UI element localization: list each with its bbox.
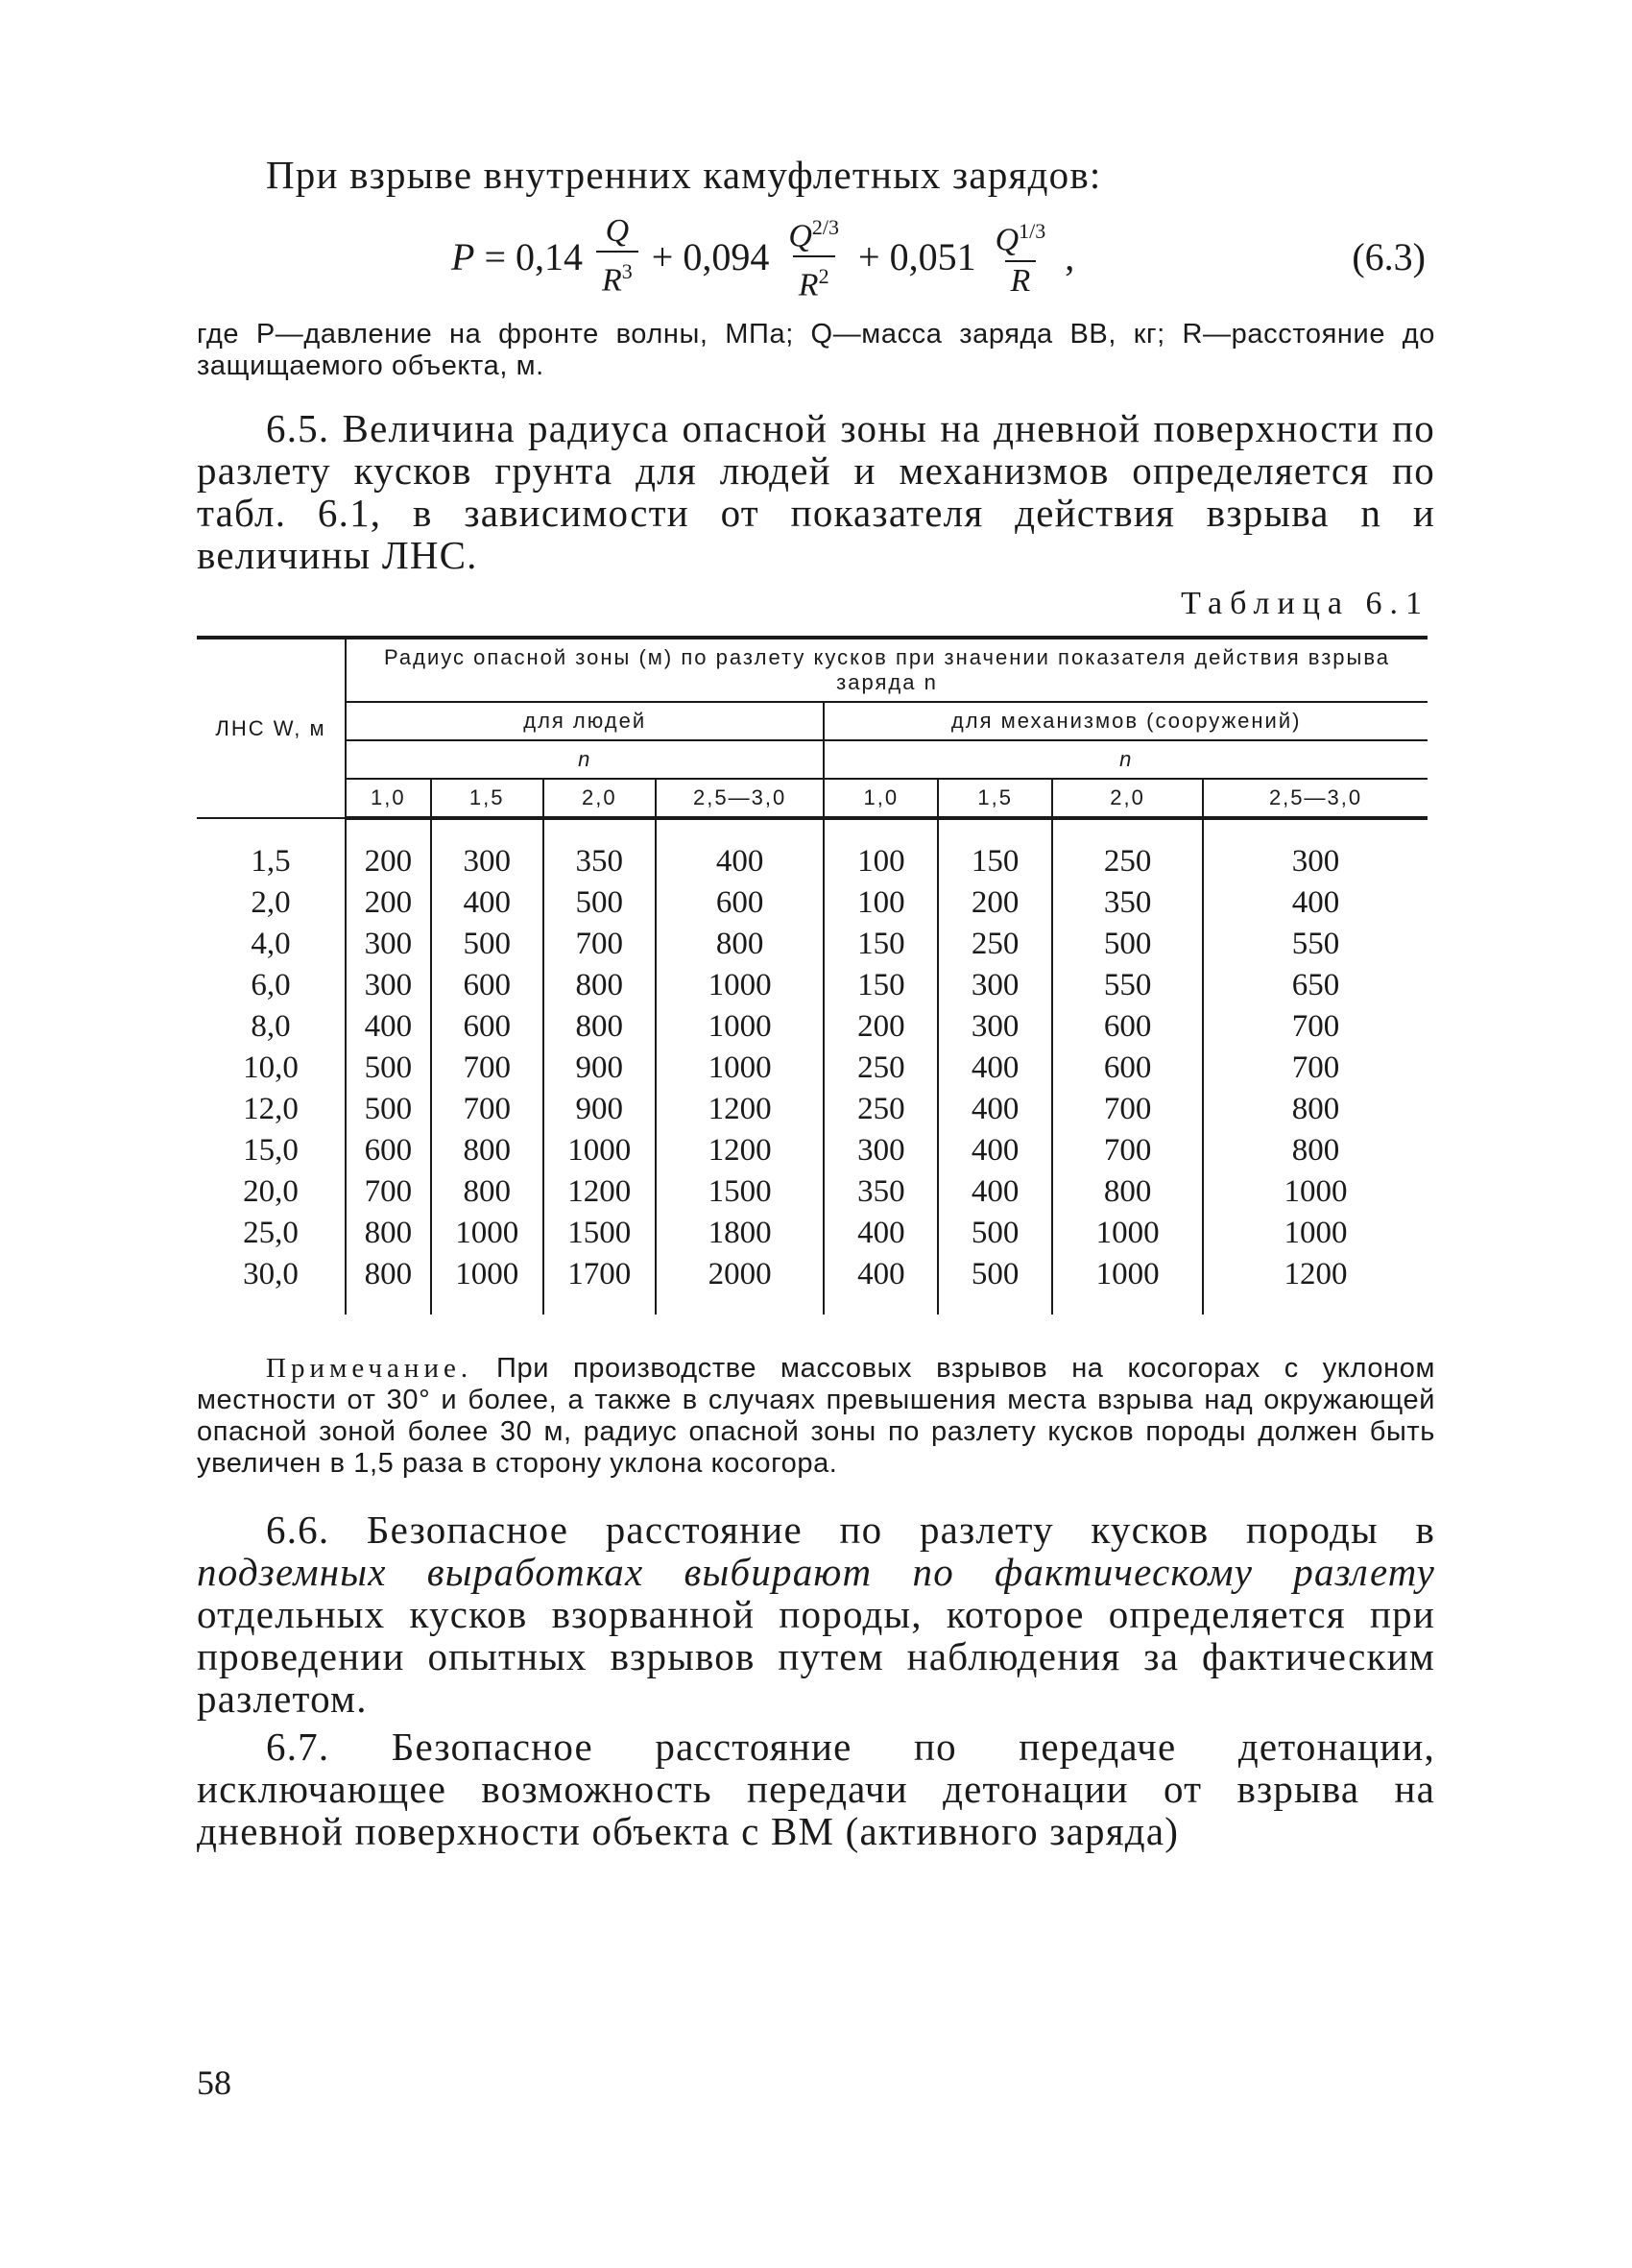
radius-cell: 600 (346, 1130, 431, 1171)
radius-cell: 1200 (543, 1171, 656, 1213)
radius-cell: 500 (1052, 924, 1203, 965)
table-row (197, 1213, 1428, 1254)
radius-cell: 250 (824, 1048, 938, 1089)
formula-lhs: P (451, 234, 475, 278)
radius-cell: 1500 (656, 1171, 825, 1213)
radius-cell: 1000 (656, 965, 825, 1006)
paragraph-6-5: 6.5. Величина радиуса опасной зоны на дневной поверхности по разлету кусков грунта для людей и механизмов определяется по табл. 6.1, в зависимости от показателя действия взрыва n и величины ЛНС. (197, 406, 1435, 577)
page-content (197, 154, 1435, 1852)
lns-cell: 30,0 (243, 1257, 299, 1291)
radius-cell: 200 (824, 1006, 938, 1048)
radius-cell: 400 (938, 1171, 1052, 1213)
lns-cell: 1,5 (251, 844, 291, 879)
radius-cell: 200 (346, 882, 431, 924)
radius-cell: 1000 (1052, 1254, 1203, 1295)
term2-numerator: $Q^{2/3}$ (788, 214, 840, 253)
radius-cell: 300 (346, 924, 431, 965)
radius-cell: 700 (431, 1089, 543, 1130)
radius-cell: 650 (1203, 965, 1428, 1006)
lns-cell: 20,0 (243, 1174, 299, 1209)
table-row (197, 882, 1428, 924)
lns-cell: 12,0 (243, 1092, 299, 1126)
table-6-1 (197, 636, 1428, 1315)
formula-eq: = (484, 234, 506, 278)
radius-cell: 600 (431, 965, 543, 1006)
radius-cell: 400 (938, 1130, 1052, 1171)
radius-cell: 400 (824, 1213, 938, 1254)
radius-cell: 400 (1203, 882, 1428, 924)
radius-cell: 300 (1203, 841, 1428, 882)
n-machines-header: n (824, 740, 1428, 779)
radius-cell: 300 (938, 965, 1052, 1006)
radius-cell: 250 (824, 1089, 938, 1130)
radius-cell: 200 (938, 882, 1052, 924)
table-row (197, 841, 1428, 882)
radius-cell: 400 (346, 1006, 431, 1048)
radius-cell: 700 (346, 1171, 431, 1213)
formula-c3: 0,051 (889, 234, 976, 278)
radius-cell: 1200 (656, 1089, 825, 1130)
radius-cell: 1800 (656, 1213, 825, 1254)
lns-cell: 2,0 (251, 885, 291, 920)
formula-plus2: + (858, 234, 880, 278)
radius-cell: 350 (824, 1171, 938, 1213)
radius-cell: 800 (346, 1213, 431, 1254)
table-row (197, 1130, 1428, 1171)
radius-cell: 250 (1052, 841, 1203, 882)
radius-cell: 800 (656, 924, 825, 965)
table-row (197, 1089, 1428, 1130)
radius-cell: 1000 (656, 1048, 825, 1089)
term1-numerator: Q (605, 213, 630, 250)
formula-term1 (596, 212, 638, 300)
radius-cell: 1200 (1203, 1254, 1428, 1295)
radius-cell: 600 (656, 882, 825, 924)
note-label: Примечание. (266, 1353, 473, 1384)
table-caption: Таблица 6.1 (1181, 586, 1429, 621)
radius-cell: 200 (346, 841, 431, 882)
radius-cell: 550 (1203, 924, 1428, 965)
radius-cell: 550 (1052, 965, 1203, 1006)
lns-cell: 15,0 (243, 1133, 299, 1168)
radius-cell: 400 (824, 1254, 938, 1295)
formula-tail: , (1065, 234, 1075, 278)
radius-cell: 500 (938, 1213, 1052, 1254)
n-value-header: 1,0 (346, 779, 431, 818)
radius-cell: 1700 (543, 1254, 656, 1295)
radius-cell: 300 (346, 965, 431, 1006)
radius-cell: 600 (431, 1006, 543, 1048)
radius-cell: 900 (543, 1048, 656, 1089)
radius-cell: 900 (543, 1089, 656, 1130)
page-number: 58 (197, 2063, 231, 2102)
term3-numerator: $Q^{1/3}$ (995, 219, 1046, 258)
lns-cell: 10,0 (243, 1050, 299, 1085)
machines-header: для механизмов (сооружений) (824, 702, 1428, 740)
radius-cell: 150 (824, 965, 938, 1006)
term2-denominator: $R^2$ (793, 255, 835, 304)
radius-cell: 1000 (543, 1130, 656, 1171)
radius-cell: 800 (346, 1254, 431, 1295)
radius-cell: 1500 (543, 1213, 656, 1254)
radius-cell: 500 (346, 1048, 431, 1089)
radius-cell: 700 (1052, 1130, 1203, 1171)
formula-term3 (990, 212, 1052, 300)
radius-cell: 400 (431, 882, 543, 924)
radius-cell: 700 (1203, 1048, 1428, 1089)
radius-cell: 700 (431, 1048, 543, 1089)
radius-cell: 700 (1203, 1006, 1428, 1048)
radius-cell: 1000 (1203, 1171, 1428, 1213)
paragraph-6-7: 6.7. Безопасное расстояние по передаче детонации, исключающее возможность передачи детонации от взрыва на дневной поверхности объекта с ВМ (активного заряда) (197, 1725, 1435, 1853)
n-value-header: 1,5 (938, 779, 1052, 818)
n-value-header: 1,5 (431, 779, 543, 818)
table-row (197, 1048, 1428, 1089)
radius-cell: 2000 (656, 1254, 825, 1295)
table-note (197, 1353, 1435, 1480)
paragraph-6-6: 6.6. Безопасное расстояние по разлету кусков породы в подземных выработках выбирают по фактическому разлету отдельных кусков взорванной породы, которое определяется при проведении опытных взрывов путем наблюдения за фактическим разлетом. (197, 1508, 1435, 1721)
formula-6-3 (197, 200, 1435, 313)
table-row (197, 965, 1428, 1006)
radius-cell: 500 (431, 924, 543, 965)
lns-cell: 6,0 (251, 968, 291, 1002)
radius-cell: 150 (824, 924, 938, 965)
lns-cell: 4,0 (251, 927, 291, 961)
n-value-header: 2,0 (1052, 779, 1203, 818)
radius-cell: 800 (1203, 1089, 1428, 1130)
radius-cell: 500 (543, 882, 656, 924)
term1-denominator: $R^3$ (596, 251, 638, 300)
radius-cell: 100 (824, 841, 938, 882)
table-row (197, 924, 1428, 965)
radius-cell: 150 (938, 841, 1052, 882)
radius-cell: 400 (938, 1048, 1052, 1089)
radius-cell: 800 (543, 1006, 656, 1048)
radius-cell: 400 (656, 841, 825, 882)
radius-cell: 1200 (656, 1130, 825, 1171)
formula-body (451, 200, 1074, 313)
lns-cell: 25,0 (243, 1216, 299, 1250)
radius-cell: 350 (543, 841, 656, 882)
table-row (197, 1254, 1428, 1295)
col-lns-header: ЛНС W, м (197, 638, 346, 818)
radius-cell: 250 (938, 924, 1052, 965)
radius-cell: 1000 (431, 1213, 543, 1254)
n-value-header: 2,0 (543, 779, 656, 818)
formula-plus1: + (651, 234, 674, 278)
radius-cell: 800 (1203, 1130, 1428, 1171)
lns-cell: 8,0 (251, 1009, 291, 1044)
radius-cell: 400 (938, 1089, 1052, 1130)
equation-number: (6.3) (1352, 235, 1426, 278)
formula-c1: 0,14 (516, 234, 583, 278)
radius-cell: 350 (1052, 882, 1203, 924)
radius-cell: 300 (431, 841, 543, 882)
radius-cell: 1000 (656, 1006, 825, 1048)
note-text: При производстве массовых взрывов на косогорах с уклоном местности от 30° и более, а также в случаях превышения места взрыва над окружающей опасной зоной более 30 м, радиус опасной зоны по разлету кусков породы должен быть увеличен в 1,5 раза в сторону уклона косогора. (197, 1353, 1435, 1479)
radius-cell: 1000 (1203, 1213, 1428, 1254)
n-people-header: n (346, 740, 824, 779)
formula-c2: 0,094 (683, 234, 770, 278)
radius-cell: 800 (1052, 1171, 1203, 1213)
intro-text: При взрыве внутренних камуфлетных зарядов: (266, 153, 1102, 197)
n-value-header: 2,5—3,0 (1203, 779, 1428, 818)
radius-cell: 300 (938, 1006, 1052, 1048)
table-row (197, 1006, 1428, 1048)
table-body (197, 818, 1428, 1315)
group-header: Радиус опасной зоны (м) по разлету кусков при значении показателя действия взрыва заряда n (346, 638, 1428, 702)
radius-cell: 500 (346, 1089, 431, 1130)
formula-term2 (782, 208, 845, 305)
radius-cell: 600 (1052, 1006, 1203, 1048)
radius-cell: 300 (824, 1130, 938, 1171)
radius-cell: 100 (824, 882, 938, 924)
paragraph-6-6-emphasis: подземных выработках выбирают по фактическому разлету (197, 1550, 1435, 1594)
radius-cell: 1000 (1052, 1213, 1203, 1254)
radius-cell: 800 (431, 1171, 543, 1213)
radius-cell: 800 (431, 1130, 543, 1171)
where-text: где P—давление на фронте волны, МПа; Q—масса заряда ВВ, кг; R—расстояние до защищаемого объекта, м. (197, 319, 1435, 381)
table-row (197, 1171, 1428, 1213)
radius-cell: 600 (1052, 1048, 1203, 1089)
radius-cell: 700 (543, 924, 656, 965)
radius-cell: 800 (543, 965, 656, 1006)
term3-denominator: R (1005, 260, 1037, 301)
n-value-header: 1,0 (824, 779, 938, 818)
people-header: для людей (346, 702, 824, 740)
radius-cell: 700 (1052, 1089, 1203, 1130)
n-value-header: 2,5—3,0 (656, 779, 825, 818)
radius-cell: 500 (938, 1254, 1052, 1295)
n-values-row (197, 779, 1428, 818)
radius-cell: 1000 (431, 1254, 543, 1295)
